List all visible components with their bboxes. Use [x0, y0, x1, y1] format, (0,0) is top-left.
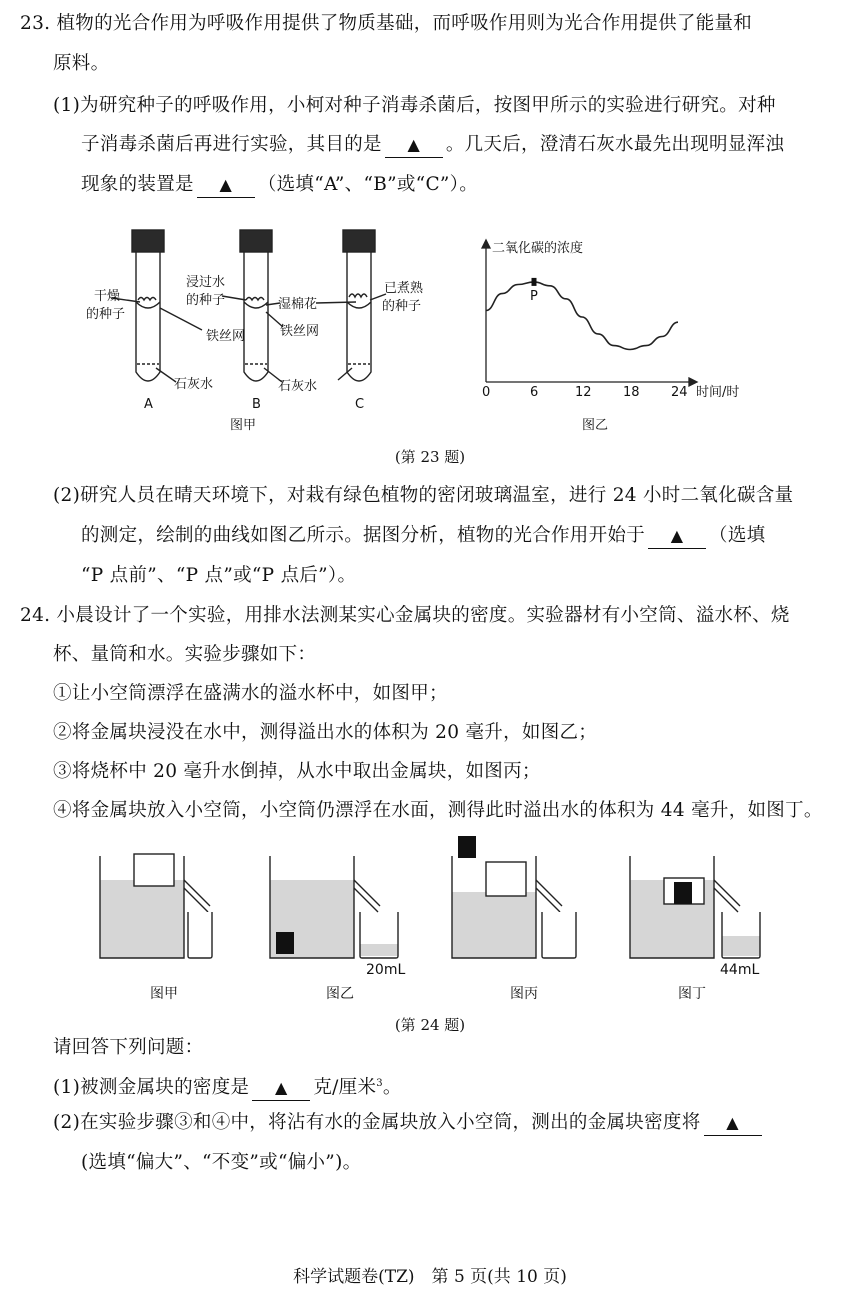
wire-mesh-b: [244, 302, 268, 308]
co2-curve: [486, 282, 678, 350]
label-dry-seed-1: 干燥: [94, 289, 121, 304]
label-tube-b: B: [252, 397, 261, 412]
answer-blank[interactable]: [385, 133, 443, 158]
q24-answer1-superscript: 3: [376, 1078, 383, 1089]
q23-part1-line3: [81, 173, 478, 198]
answer-triangle-icon: ▲: [275, 1078, 288, 1098]
x-tick-label: 0: [482, 385, 491, 400]
answer-triangle-icon: ▲: [726, 1113, 739, 1132]
wire-mesh-c: [347, 302, 371, 308]
q24-answer2-line1: [53, 1111, 765, 1136]
q23-part1-line2: [81, 133, 784, 158]
spout-jia: [184, 880, 210, 912]
q24-step3: ③将烧杯中 20 毫升水倒掉，从水中取出金属块，如图丙；: [53, 761, 541, 782]
point-p-label: P: [530, 288, 538, 304]
wire-mesh-a: [136, 302, 160, 308]
q24-figure-row: [90, 832, 790, 1012]
answer-blank[interactable]: [704, 1111, 762, 1136]
figure-yi-co2-chart: [470, 232, 770, 437]
q24-answer1-text-a: (1)被测金属块的密度是: [53, 1077, 250, 1099]
beaker-bing: [542, 912, 576, 958]
tube-a: [136, 252, 160, 381]
tube-c: [347, 252, 371, 381]
page-footer: 科学试题卷(TZ) 第 5 页(共 10 页): [293, 1267, 567, 1287]
q23-part2-line2: [81, 524, 765, 549]
q24-ask: 请回答下列问题：: [53, 1037, 204, 1058]
q23-stem-line1: 23. 植物的光合作用为呼吸作用提供了物质基础，而呼吸作用则为光合作用提供了能量和: [20, 13, 753, 34]
label-wire-mesh-a: 铁丝网: [206, 329, 246, 344]
answer-blank[interactable]: [252, 1076, 310, 1101]
spout-bing: [536, 880, 562, 912]
q23-part1-text-b: 。几天后，澄清石灰水最先出现明显浑浊: [445, 134, 785, 155]
caption-fig-jia: 图甲: [230, 418, 257, 433]
seeds-c: [349, 294, 367, 297]
answer-blank[interactable]: [197, 173, 255, 198]
volume-label-ding: 44mL: [720, 962, 760, 978]
q24-answer1-unit: 克/厘米: [313, 1077, 377, 1099]
q23-part1-text-a: 子消毒杀菌后再进行实验，其目的是: [81, 134, 382, 155]
y-axis-label: 二氧化碳的浓度: [492, 241, 584, 256]
x-tick-label: 18: [623, 385, 640, 400]
label-dry-seed-2: 的种子: [86, 307, 126, 322]
label-limewater-a: 石灰水: [174, 377, 214, 392]
y-axis-arrow-icon: [482, 240, 490, 248]
answer-triangle-icon: ▲: [670, 526, 684, 545]
caption-fig-bing-24: 图丙: [510, 986, 538, 1002]
beaker-water-yi: [360, 944, 398, 956]
seeds-a: [138, 298, 156, 301]
water-jia: [100, 880, 184, 958]
volume-label-yi: 20mL: [366, 962, 406, 978]
x-tick-label: 12: [575, 385, 592, 400]
q23-part2-line1: (2)研究人员在晴天环境下，对栽有绿色植物的密闭玻璃温室，进行 24 小时二氧化碳含量: [53, 485, 794, 506]
q23-part1-text-d: （选填“A”、“B”或“C”）。: [257, 174, 479, 195]
caption-fig-jia-24: 图甲: [150, 986, 178, 1002]
q24-step2: ②将金属块浸没在水中，测得溢出水的体积为 20 毫升，如图乙；: [53, 722, 598, 743]
q24-step4: ④将金属块放入小空筒，小空筒仍漂浮在水面，测得此时溢出水的体积为 44 毫升，如图丁。: [53, 800, 823, 821]
label-wet-cotton: 湿棉花: [278, 297, 318, 312]
stopper-c: [343, 230, 375, 252]
label-cooked-seed-2: 的种子: [382, 299, 422, 314]
x-tick-label: 6: [530, 385, 539, 400]
beaker-water-ding: [722, 936, 760, 956]
caption-fig-ding-24: 图丁: [678, 986, 706, 1002]
tube-b: [244, 252, 268, 381]
caption-fig-yi: 图乙: [582, 418, 609, 433]
q24-answer1-line: [53, 1072, 402, 1101]
label-limewater-b: 石灰水: [278, 379, 318, 394]
caption-fig-yi-24: 图乙: [326, 986, 354, 1002]
x-axis-label: 时间/时: [696, 385, 740, 400]
q23-part1-line1: (1)为研究种子的呼吸作用，小柯对种子消毒杀菌后，按图甲所示的实验进行研究。对种: [53, 95, 776, 116]
label-soaked-seed-2: 的种子: [186, 293, 226, 308]
label-wire-mesh-b: 铁丝网: [280, 324, 320, 339]
q24-step1: ①让小空筒漂浮在盛满水的溢水杯中，如图甲；: [53, 683, 448, 704]
spout-ding: [714, 880, 740, 912]
q23-stem-line2: 原料。: [53, 53, 110, 74]
stopper-a: [132, 230, 164, 252]
water-bing: [452, 892, 536, 958]
q23-part1-text-c: 现象的装置是: [81, 174, 194, 195]
small-can-jia: [134, 854, 174, 886]
stopper-b: [240, 230, 272, 252]
answer-triangle-icon: ▲: [219, 175, 233, 194]
answer-blank[interactable]: [648, 524, 706, 549]
metal-block-bing: [458, 836, 476, 858]
q23-part2-text-b: （选填: [709, 525, 766, 546]
label-tube-c: C: [355, 397, 365, 412]
beaker-jia: [188, 912, 212, 958]
small-can-bing: [486, 862, 526, 896]
seeds-b: [246, 298, 264, 301]
figure-jia-test-tubes: [70, 222, 470, 437]
q23-part2-line3: “P 点前”、“P 点”或“P 点后”）。: [81, 565, 357, 586]
metal-block-ding: [674, 882, 692, 904]
q24-stem-line1: 24. 小晨设计了一个实验，用排水法测某实心金属块的密度。实验器材有小空筒、溢水杯、烧: [20, 605, 790, 626]
answer-triangle-icon: ▲: [407, 135, 421, 154]
point-p-marker: [532, 278, 537, 286]
label-cooked-seed-1: 已煮熟: [384, 281, 424, 296]
q24-answer1-period: 。: [382, 1077, 402, 1099]
q24-answer2-line2: (选填“偏大”、“不变”或“偏小”)。: [81, 1152, 362, 1173]
q24-stem-line2: 杯、量筒和水。实验步骤如下：: [53, 644, 317, 665]
q24-figure-caption: (第 24 题): [394, 1016, 466, 1034]
q24-answer2-text: (2)在实验步骤③和④中，将沾有水的金属块放入小空筒，测出的金属块密度将: [53, 1112, 701, 1133]
spout-yi: [354, 880, 380, 912]
q23-part2-text-a: 的测定，绘制的曲线如图乙所示。据图分析，植物的光合作用开始于: [81, 525, 646, 546]
label-tube-a: A: [144, 397, 153, 412]
q23-figure-caption: (第 23 题): [394, 448, 466, 466]
label-soaked-seed-1: 浸过水: [186, 275, 226, 290]
x-tick-label: 24: [671, 385, 688, 400]
metal-block-yi: [276, 932, 294, 954]
